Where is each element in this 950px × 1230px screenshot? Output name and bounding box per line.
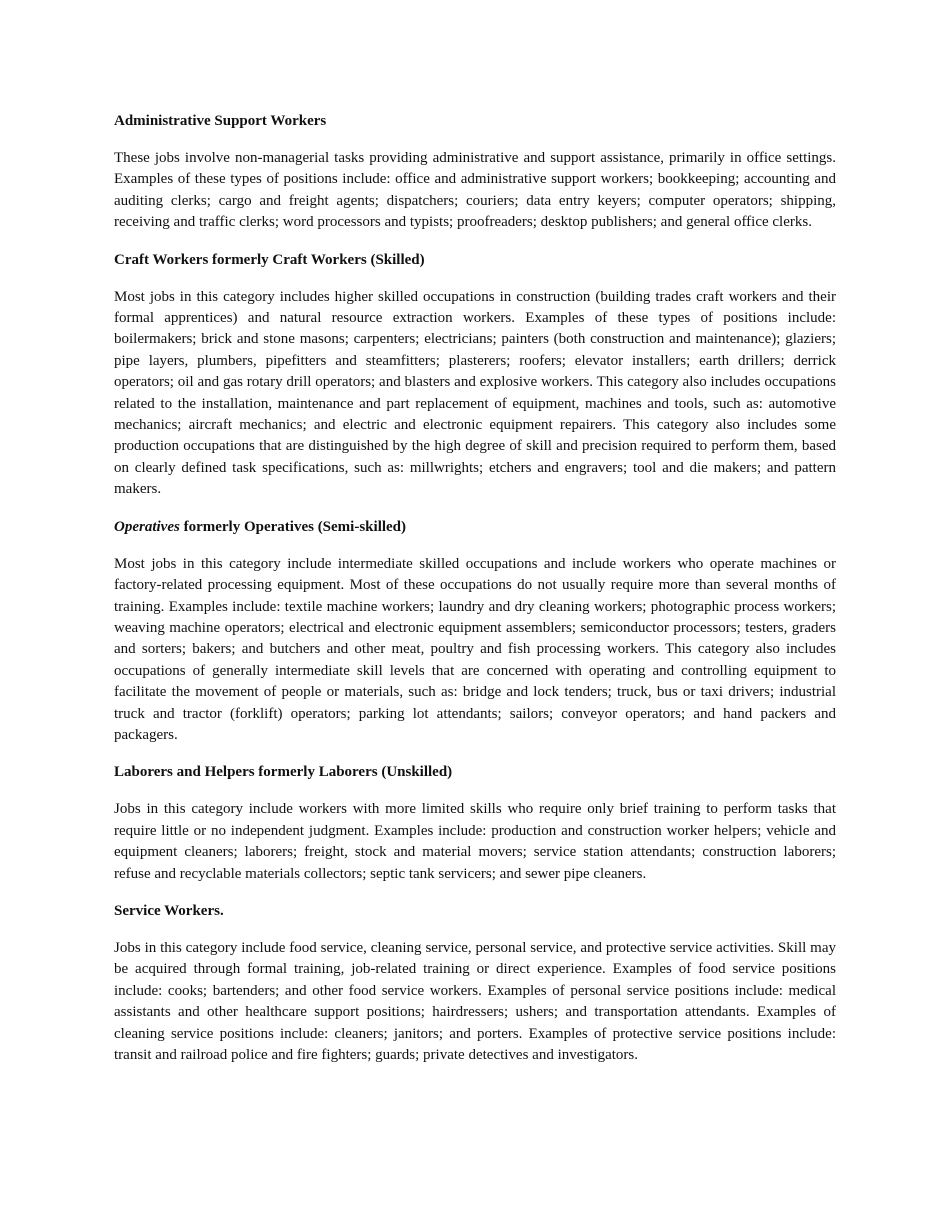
section-body-operatives: Most jobs in this category include intermediate skilled occupations and include workers who operate machines or factory-related processing equipment. Most of these occupations do not usually require more than several months of training. Examples include: textile machine workers; laundry and dry cleaning workers; photographic process workers; weaving machine operators; electrical and electronic equipment assemblers; semiconductor processors; testers, graders and sorters; bakers; and butchers and other meat, poultry and fish processing workers. This category also includes occupations of generally intermediate skill levels that are concerned with operating and controlling equipment to facilitate the movement of people or materials, such as: bridge and lock tenders; truck, bus or taxi drivers; industrial truck and tractor (forklift) operators; parking lot attendants; sailors; conveyor operators; and hand packers and packagers. [114, 555, 836, 743]
document-page [114, 111, 836, 1082]
section-heading-laborers-helpers: Laborers and Helpers formerly Laborers (Unskilled) [114, 764, 453, 781]
section-heading-administrative-support: Administrative Support Workers [114, 113, 327, 129]
section-heading-operatives-italic: Operatives [114, 518, 180, 535]
section-heading-operatives-rest: formerly Operatives (Semi-skilled) [179, 518, 407, 535]
section-body-laborers-helpers: Jobs in this category include workers with more limited skills who require only brief training to perform tasks that require little or no independent judgment. Examples include: production and construction worker helpers; vehicle and equipment cleaners; laborers; freight, stock and material movers; service station attendants; construction laborers; refuse and recyclable materials collectors; septic tank servicers; and sewer pipe cleaners. [114, 801, 836, 882]
section-heading-service-workers: Service Workers. [114, 902, 224, 919]
section-body-craft-workers: Most jobs in this category includes higher skilled occupations in construction (building trades craft workers and their formal apprentices) and natural resource extraction workers. Examples of these types of positions include: boilermakers; brick and stone masons; carpenters; electricians; painters (both construction and maintenance); glaziers; pipe layers, plumbers, pipefitters and steamfitters; plasterers; roofers; elevator installers; earth drillers; derrick operators; oil and gas rotary drill operators; and blasters and explosive workers. This category also includes occupations related to the installation, maintenance and part replacement of equipment, machines and tools, such as: automotive mechanics; aircraft mechanics; and electric and electronic equipment repairers. This category also includes some production occupations that are distinguished by the high degree of skill and precision required to perform them, based on clearly defined task specifications, such as: millwrights; etchers and engravers; tool and die makers; and pattern makers. [114, 288, 836, 498]
section-body-service-workers: Jobs in this category include food service, cleaning service, personal service, and protective service activities. Skill may be acquired through formal training, job-related training or direct experience. Examples of food service positions include: cooks; bartenders; and other food service workers. Examples of personal service positions include: medical assistants and other healthcare support positions; hairdressers; ushers; and transportation attendants. Examples of cleaning service positions include: cleaners; janitors; and porters. Examples of protective service positions include: transit and railroad police and fire fighters; guards; private detectives and investigators. [114, 939, 836, 1063]
section-heading-craft-workers: Craft Workers formerly Craft Workers (Skilled) [114, 251, 425, 268]
section-heading-operatives [114, 517, 836, 538]
section-body-administrative-support: These jobs involve non-managerial tasks providing administrative and support assistance, primarily in office settings. Examples of these types of positions include: office and administrative support workers; bookkeeping; accounting and auditing clerks; cargo and freight agents; dispatchers; couriers; data entry keyers; computer operators; shipping, receiving and traffic clerks; word processors and typists; proofreaders; desktop publishers; and general office clerks. [114, 150, 836, 231]
